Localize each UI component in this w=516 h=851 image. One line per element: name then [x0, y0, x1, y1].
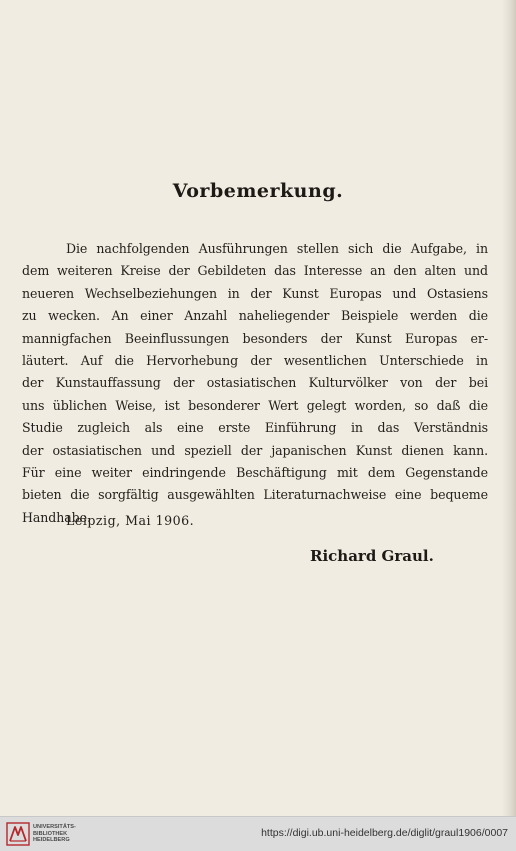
body-line: der Kunstauffassung der ostasiatischen Kulturvölker von der bei — [22, 375, 488, 391]
viewer-footer — [0, 816, 516, 851]
body-line: Für eine weiter eindringende Beschäftigung mit dem Gegenstande — [22, 464, 488, 480]
heidelberg-library-logo-icon — [6, 822, 30, 846]
body-line: neueren Wechselbeziehungen in der Kunst Europas und Ostasiens — [22, 285, 488, 301]
body-line: mannigfachen Beeinflussungen besonders der Kunst Europas er- — [22, 330, 488, 346]
body-paragraph — [22, 238, 488, 529]
body-line: uns üblichen Weise, ist besonderer Wert gelegt worden, so daß die — [22, 397, 488, 413]
source-url-link[interactable]: https://digi.ub.uni-heidelberg.de/diglit/graul1906/0007 — [261, 827, 508, 839]
logo-line: BIBLIOTHEK — [33, 830, 68, 837]
logo-line: HEIDELBERG — [33, 837, 70, 844]
body-line: Die nachfolgenden Ausführungen stellen sich die Aufgabe, in — [66, 241, 488, 256]
library-logo-text — [33, 824, 76, 844]
dateline: Leipzig, Mai 1906. — [66, 513, 195, 528]
page-edge-shadow — [502, 0, 516, 816]
author-signature: Richard Graul. — [310, 547, 434, 565]
body-line: Studie zugleich als eine erste Einführung in das Verständnis — [22, 420, 488, 436]
page-heading: Vorbemerkung. — [172, 180, 344, 202]
body-line: läutert. Auf die Hervorhebung der wesentlichen Unterschiede in — [22, 352, 488, 368]
body-line: dem weiteren Kreise der Gebildeten das Interesse an den alten und — [22, 263, 488, 279]
body-line: bieten die sorgfältig ausgewählten Literaturnachweise eine bequeme — [22, 487, 488, 503]
body-line: Handhabe. — [22, 509, 91, 525]
body-line: der ostasiatischen und speziell der japanischen Kunst dienen kann. — [22, 442, 488, 458]
logo-line: UNIVERSITÄTS- — [33, 824, 76, 830]
body-line: zu wecken. An einer Anzahl naheliegender Beispiele werden die — [22, 308, 488, 324]
